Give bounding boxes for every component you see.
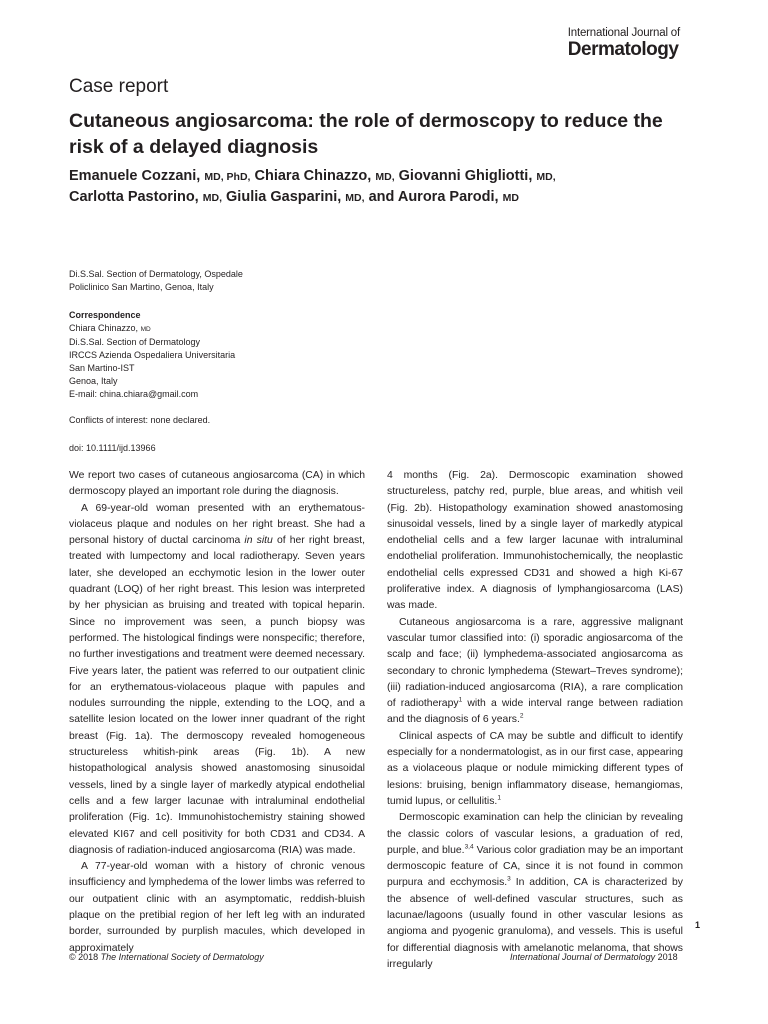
body-paragraph	[69, 501, 365, 860]
citation-superscript: 1	[497, 794, 501, 802]
text-run: A 69-year-old woman presented with an erythematous-violaceus plaque and nodules on her right breast. She had a personal history of ductal carcinoma	[69, 502, 365, 547]
text-run: Dermoscopic examination can help the clinician by revealing the classic colors of vascular lesions, a graduation of red, purple, and blue.	[387, 812, 683, 856]
text-run: Cutaneous angiosarcoma is a rare, aggressive malignant vascular tumor classified into: (i) sporadic angiosarcoma of the scalp and face; (ii) lymphedema-associated angiosarcoma as secondary to chronic lymphedema (Stewart–Treves syndrome); (iii) radiation-induced angiosarcoma (RIA), a rare complication of radiotherapy	[387, 616, 683, 710]
correspondence-email: E-mail: china.chiara@gmail.com	[69, 389, 199, 399]
author-degree: MD,	[375, 171, 395, 183]
journal-logo	[568, 27, 680, 60]
text-run: with a wide interval range between radiation and the diagnosis of 6 years.	[387, 698, 683, 726]
correspondence-name: Chiara Chinazzo,	[69, 323, 139, 333]
author-degree: MD, PhD,	[204, 171, 251, 183]
correspondence-name-line	[69, 322, 235, 336]
correspondence-degree: MD	[140, 326, 151, 333]
author-degree: MD	[502, 192, 519, 204]
author-name: Giovanni Ghigliotti,	[398, 168, 533, 184]
section-label: Case report	[69, 76, 169, 97]
copyright-year: © 2018	[69, 952, 99, 962]
copyright-holder: The International Society of Dermatology	[100, 952, 264, 962]
affiliation-line: Policlinico San Martino, Genoa, Italy	[69, 282, 214, 292]
correspondence-line: San Martino-IST	[69, 363, 135, 373]
citation-superscript: 3,4	[464, 843, 474, 851]
affiliation	[69, 268, 243, 294]
citation-superscript: 2	[519, 712, 524, 720]
correspondence-line: Genoa, Italy	[69, 376, 118, 386]
author-name: Emanuele Cozzani,	[69, 168, 201, 184]
journal-logo-line2: Dermatology	[567, 39, 679, 60]
author-list	[69, 166, 689, 208]
correspondence-line: IRCCS Azienda Ospedaliera Universitaria	[69, 350, 236, 360]
journal-logo-line1: International Journal of	[567, 27, 680, 39]
correspondence-heading: Correspondence	[69, 310, 141, 320]
correspondence-block	[69, 309, 235, 401]
body-paragraph	[387, 729, 683, 810]
body-column-left	[69, 468, 365, 957]
body-paragraph: A 77-year-old woman with a history of chronic venous insufficiency and lymphedema of the lower limbs was referred to our outpatient clinic with an asymptomatic, reddish-bluish plaque on the pretibial region of her left leg with an indurated border, surrounded by purplish macules, which developed in approximately	[69, 861, 365, 954]
footer-year: 2018	[657, 952, 678, 962]
author-degree: MD,	[536, 171, 556, 183]
article-title: Cutaneous angiosarcoma: the role of dermoscopy to reduce the risk of a delayed diagnosis	[69, 110, 663, 158]
author-name: Carlotta Pastorino,	[69, 189, 199, 205]
affiliation-line: Di.S.Sal. Section of Dermatology, Ospedale	[69, 269, 243, 279]
conflicts-statement: Conflicts of interest: none declared.	[69, 415, 211, 425]
text-run: Clinical aspects of CA may be subtle and difficult to identify especially for a nondermatologist, as in our first case, appearing as a violaceous plaque or nodule mimicking different types of lesions: bruising, benign inflammatory disease, hemangiomas, tumid lupus, or cellulitis.	[387, 730, 683, 807]
correspondence-line: Di.S.Sal. Section of Dermatology	[69, 337, 201, 347]
footer-journal	[510, 952, 678, 962]
author-name: Giulia Gasparini,	[226, 189, 342, 205]
author-name: Chiara Chinazzo,	[254, 168, 372, 184]
page-number: 1	[695, 920, 701, 930]
body-paragraph: We report two cases of cutaneous angiosarcoma (CA) in which dermoscopy played an important role during the diagnosis.	[69, 470, 365, 498]
author-degree: MD,	[202, 192, 222, 204]
text-run: Various color gradiation may be an important dermoscopic feature of CA, since it is not found in common purpura and ecchymosis.	[387, 844, 683, 889]
citation-superscript: 1	[458, 696, 463, 704]
body-paragraph	[387, 615, 683, 729]
author-degree: MD,	[345, 192, 365, 204]
text-run: In addition, CA is characterized by the absence of well-defined vascular structures, such as lacunae/lagoons (usually found in other vascular lesions as angioma and pyogenic granuloma), and vessels. This is useful for differential diagnosis with amelanotic melanoma, that shows irregularly	[387, 877, 684, 970]
author-name: and Aurora Parodi,	[368, 189, 499, 205]
body-paragraph: 4 months (Fig. 2a). Dermoscopic examination showed structureless, patchy red, purple, blue areas, and whitish veil (Fig. 2b). Histopathology examination showed anastomosing sinusoidal vessels, lined by a single layer of markedly atypical endothelial cells and a few larger lacunae with intraluminal endothelial proliferation. Immunohistochemically, the neoplastic endothelial cells expressed CD31 and showed a high Ki-67 proliferative index. A diagnosis of lymphangiosarcoma (LAS) was made.	[387, 470, 683, 612]
citation-superscript: 3	[507, 875, 511, 883]
italic-run: in situ	[244, 535, 273, 547]
text-run: of her right breast, treated with lumpectomy and local radiotherapy. Seven years later, she developed an ecchymotic lesion in the lower outer quadrant (LOQ) of her right breast. This lesion was interpreted by her physician as bruising and treated with topical heparin. Since no improvement was seen, a punch biopsy was performed. The histological findings were nonspecific; therefore, no further investigations and treatment were deemed necessary. Five years later, the patient was referred to our outpatient clinic for an erythematous-violaceous plaque with papules and nodules surrounding the nipple, extending to the LOQ, and a satellite lesion located on the lower inner quadrant of the right breast (Fig. 1a). The dermoscopy revealed homogeneous structureless whitish-pink areas (Fig. 1b). A new histopathological analysis showed anastomosing sinusoidal vessels, lined by a single layer of markedly atypical endothelial cells and a few larger lacunae with intraluminal endothelial proliferation (Fig. 1c). Immunohistochemistry staining showed elevated KI67 and cell positivity for both CD31 and CD34. A diagnosis of radiation-induced angiosarcoma (RIA) was made.	[69, 535, 365, 856]
doi: doi: 10.1111/ijd.13966	[69, 443, 156, 453]
body-paragraph	[387, 810, 683, 973]
body-column-right	[387, 468, 683, 973]
footer-journal-name: International Journal of Dermatology	[510, 952, 656, 962]
footer-copyright	[69, 952, 264, 962]
